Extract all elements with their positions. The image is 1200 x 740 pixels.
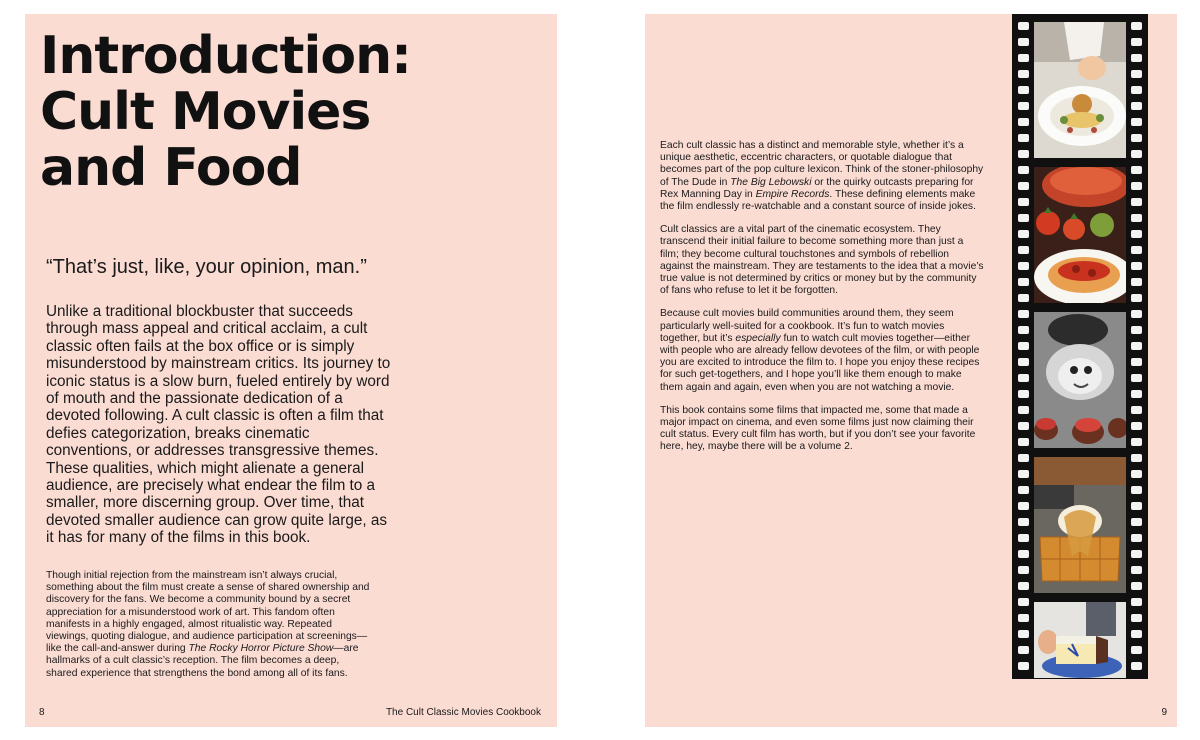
film-perforation bbox=[1018, 310, 1029, 318]
film-title-italic: The Rocky Horror Picture Show bbox=[188, 643, 334, 655]
film-perforation bbox=[1131, 38, 1142, 46]
right-page bbox=[645, 14, 1177, 727]
film-perforation bbox=[1018, 134, 1029, 142]
film-perforation bbox=[1018, 646, 1029, 654]
emphasis-italic: especially bbox=[735, 332, 781, 344]
film-perforation bbox=[1018, 150, 1029, 158]
text-run: Though initial rejection from the mainstream isn’t always crucial, something about the film must create a sense of shared ownership and discovery for the fans. We become a community bound by a secret appreciation for a misunderstood work of art. This fandom often manifests in a highly engaged, almost ritualistic way. Repeated viewings, quoting dialogue, and audience participation at screenings—like the call-and-answer during bbox=[46, 570, 370, 655]
cartoon-chef-cupcakes-icon bbox=[1034, 312, 1126, 448]
film-perforation bbox=[1018, 182, 1029, 190]
film-perforation bbox=[1131, 502, 1142, 510]
film-perforation bbox=[1131, 598, 1142, 606]
film-perforation bbox=[1131, 550, 1142, 558]
page-number-right: 9 bbox=[1161, 707, 1167, 718]
film-perforation bbox=[1018, 566, 1029, 574]
film-perforation bbox=[1131, 166, 1142, 174]
film-perforation bbox=[1131, 614, 1142, 622]
film-perforation bbox=[1131, 230, 1142, 238]
title-line-3: and Food bbox=[40, 138, 302, 198]
title-line-1: Introduction: bbox=[40, 26, 411, 86]
film-perforation bbox=[1018, 54, 1029, 62]
right-body-text bbox=[660, 140, 985, 465]
right-paragraph-2: Cult classics are a vital part of the cinematic ecosystem. They transcend their initial failure to become something more than just a film; they become cultural touchstones and symbols of rebellion against the mainstream. They are testaments to the idea that a movie’s true value is not determined by critics or money but by the community of fans who refuse to let it be forgotten. bbox=[660, 224, 984, 297]
film-perforation bbox=[1018, 534, 1029, 542]
film-perforation bbox=[1131, 422, 1142, 430]
film-perforation bbox=[1131, 310, 1142, 318]
text-run: Each cult classic has a distinct and memorable style, whether it’s a unique aesthetic, eccentric characters, or quotable dialogue that becomes part of the pop culture lexicon. Think of the stoner-philosophy of The Dude in bbox=[660, 140, 984, 188]
film-title-italic: The Big Lebowski bbox=[730, 176, 812, 188]
left-page bbox=[25, 14, 557, 727]
right-paragraph-4: This book contains some films that impacted me, some that made a major impact on cinema, and even some films just now claiming their cult status. Every cult film has worth, but if you don’t see your favorite here, hey, maybe there will be a volume 2. bbox=[660, 404, 976, 453]
film-strip-illustration bbox=[1012, 14, 1148, 679]
film-perforation bbox=[1018, 262, 1029, 270]
film-perforation bbox=[1018, 598, 1029, 606]
lead-paragraph: Unlike a traditional blockbuster that succeeds through mass appeal and critical acclaim, a cult classic often fails at the box office or is simply misunderstood by mainstream critics. Its journey to iconic status is a slow burn, fueled entirely by word of mouth and the passionate dedication of a devoted following. A cult classic is often a film that defies categorization, breaks cinematic conventions, or addresses transgressive themes. These qualities, which might alienate a general audience, are precisely what endear the film to a smaller, more discerning group. Over time, that devoted smaller audience can grow quite large, as it has for many of the films in this book. bbox=[46, 303, 391, 547]
film-perforation bbox=[1018, 118, 1029, 126]
film-perforation bbox=[1018, 454, 1029, 462]
ice-cream-waffle-icon bbox=[1034, 457, 1126, 593]
film-perforation bbox=[1131, 262, 1142, 270]
film-perforation bbox=[1131, 70, 1142, 78]
film-perforation bbox=[1018, 22, 1029, 30]
film-perforation bbox=[1018, 582, 1029, 590]
film-perforation bbox=[1018, 438, 1029, 446]
film-perforation bbox=[1131, 406, 1142, 414]
film-perforation bbox=[1131, 342, 1142, 350]
film-perforation bbox=[1018, 86, 1029, 94]
film-perforation bbox=[1131, 454, 1142, 462]
film-perforation bbox=[1131, 294, 1142, 302]
film-perforation bbox=[1131, 486, 1142, 494]
film-perforation bbox=[1018, 70, 1029, 78]
film-perforation bbox=[1018, 486, 1029, 494]
film-perforation bbox=[1131, 182, 1142, 190]
chapter-title bbox=[40, 28, 540, 196]
film-perforation bbox=[1131, 358, 1142, 366]
film-perforation bbox=[1131, 22, 1142, 30]
film-perforation bbox=[1018, 470, 1029, 478]
film-perforation bbox=[1131, 54, 1142, 62]
film-perforation bbox=[1131, 630, 1142, 638]
film-perforation bbox=[1018, 502, 1029, 510]
film-perforation bbox=[1018, 214, 1029, 222]
opening-quote: “That’s just, like, your opinion, man.” bbox=[46, 256, 367, 278]
tomatoes-spaghetti-icon bbox=[1034, 167, 1126, 303]
right-paragraph-3 bbox=[660, 308, 985, 393]
film-perforation bbox=[1018, 614, 1029, 622]
film-perforation bbox=[1018, 630, 1029, 638]
film-perforation bbox=[1131, 534, 1142, 542]
film-perforation bbox=[1131, 518, 1142, 526]
film-perforation bbox=[1131, 246, 1142, 254]
film-perforation bbox=[1018, 102, 1029, 110]
film-perforation bbox=[1131, 102, 1142, 110]
film-perforation bbox=[1018, 422, 1029, 430]
film-perforation bbox=[1131, 118, 1142, 126]
page-number-left: 8 bbox=[39, 707, 45, 718]
left-body-text bbox=[46, 570, 371, 691]
film-perforation bbox=[1131, 326, 1142, 334]
film-perforation bbox=[1131, 438, 1142, 446]
text-run: or the quirky outcasts preparing for Rex Manning Day in bbox=[660, 176, 974, 200]
title-line-2: Cult Movies bbox=[40, 82, 371, 142]
film-perforation bbox=[1018, 230, 1029, 238]
film-perforation bbox=[1018, 406, 1029, 414]
film-perforation bbox=[1131, 470, 1142, 478]
film-perforation bbox=[1131, 198, 1142, 206]
film-perforation bbox=[1018, 198, 1029, 206]
film-perforation bbox=[1018, 390, 1029, 398]
film-perforation bbox=[1131, 150, 1142, 158]
text-run: . These defining elements make the film endlessly re-watchable and a constant source of inside jokes. bbox=[660, 188, 976, 213]
text-run: Because cult movies build communities around them, they seem particularly well-suited for a cookbook. It’s fun to watch movies together, but it’s bbox=[660, 308, 954, 344]
text-run: fun to watch cult movies together—either with people who are already fellow devotees of the film, or with people you are excited to introduce the film to. I hope you enjoy these recipes for such get-togethers, and I hope you’ll like them enough to make them again and again, even when you are not watching a movie. bbox=[660, 332, 980, 393]
film-perforation bbox=[1131, 646, 1142, 654]
film-perforation bbox=[1131, 582, 1142, 590]
hand-holding-cake-icon bbox=[1034, 602, 1126, 678]
film-perforation bbox=[1018, 550, 1029, 558]
film-perforation bbox=[1131, 662, 1142, 670]
film-perforation bbox=[1018, 278, 1029, 286]
film-perforation bbox=[1131, 374, 1142, 382]
film-perforation bbox=[1018, 518, 1029, 526]
running-head: The Cult Classic Movies Cookbook bbox=[385, 707, 541, 718]
film-perforation bbox=[1018, 38, 1029, 46]
right-paragraph-1 bbox=[660, 140, 985, 213]
film-perforation bbox=[1018, 374, 1029, 382]
film-perforation bbox=[1131, 278, 1142, 286]
film-title-italic: Empire Records bbox=[755, 188, 830, 200]
film-perforation bbox=[1131, 86, 1142, 94]
film-perforation bbox=[1131, 566, 1142, 574]
film-perforation bbox=[1131, 390, 1142, 398]
film-perforation bbox=[1018, 246, 1029, 254]
text-run: —are hallmarks of a cult classic’s reception. The film becomes a deep, shared experience that strengthens the bond among all of its fans. bbox=[46, 643, 359, 679]
film-perforation bbox=[1018, 166, 1029, 174]
film-perforation bbox=[1018, 326, 1029, 334]
film-perforation bbox=[1018, 294, 1029, 302]
chef-plated-dish-icon bbox=[1034, 22, 1126, 158]
film-perforation bbox=[1018, 342, 1029, 350]
film-perforation bbox=[1018, 358, 1029, 366]
film-perforation bbox=[1018, 662, 1029, 670]
film-perforation bbox=[1131, 214, 1142, 222]
film-perforation bbox=[1131, 134, 1142, 142]
left-paragraph bbox=[46, 570, 371, 680]
